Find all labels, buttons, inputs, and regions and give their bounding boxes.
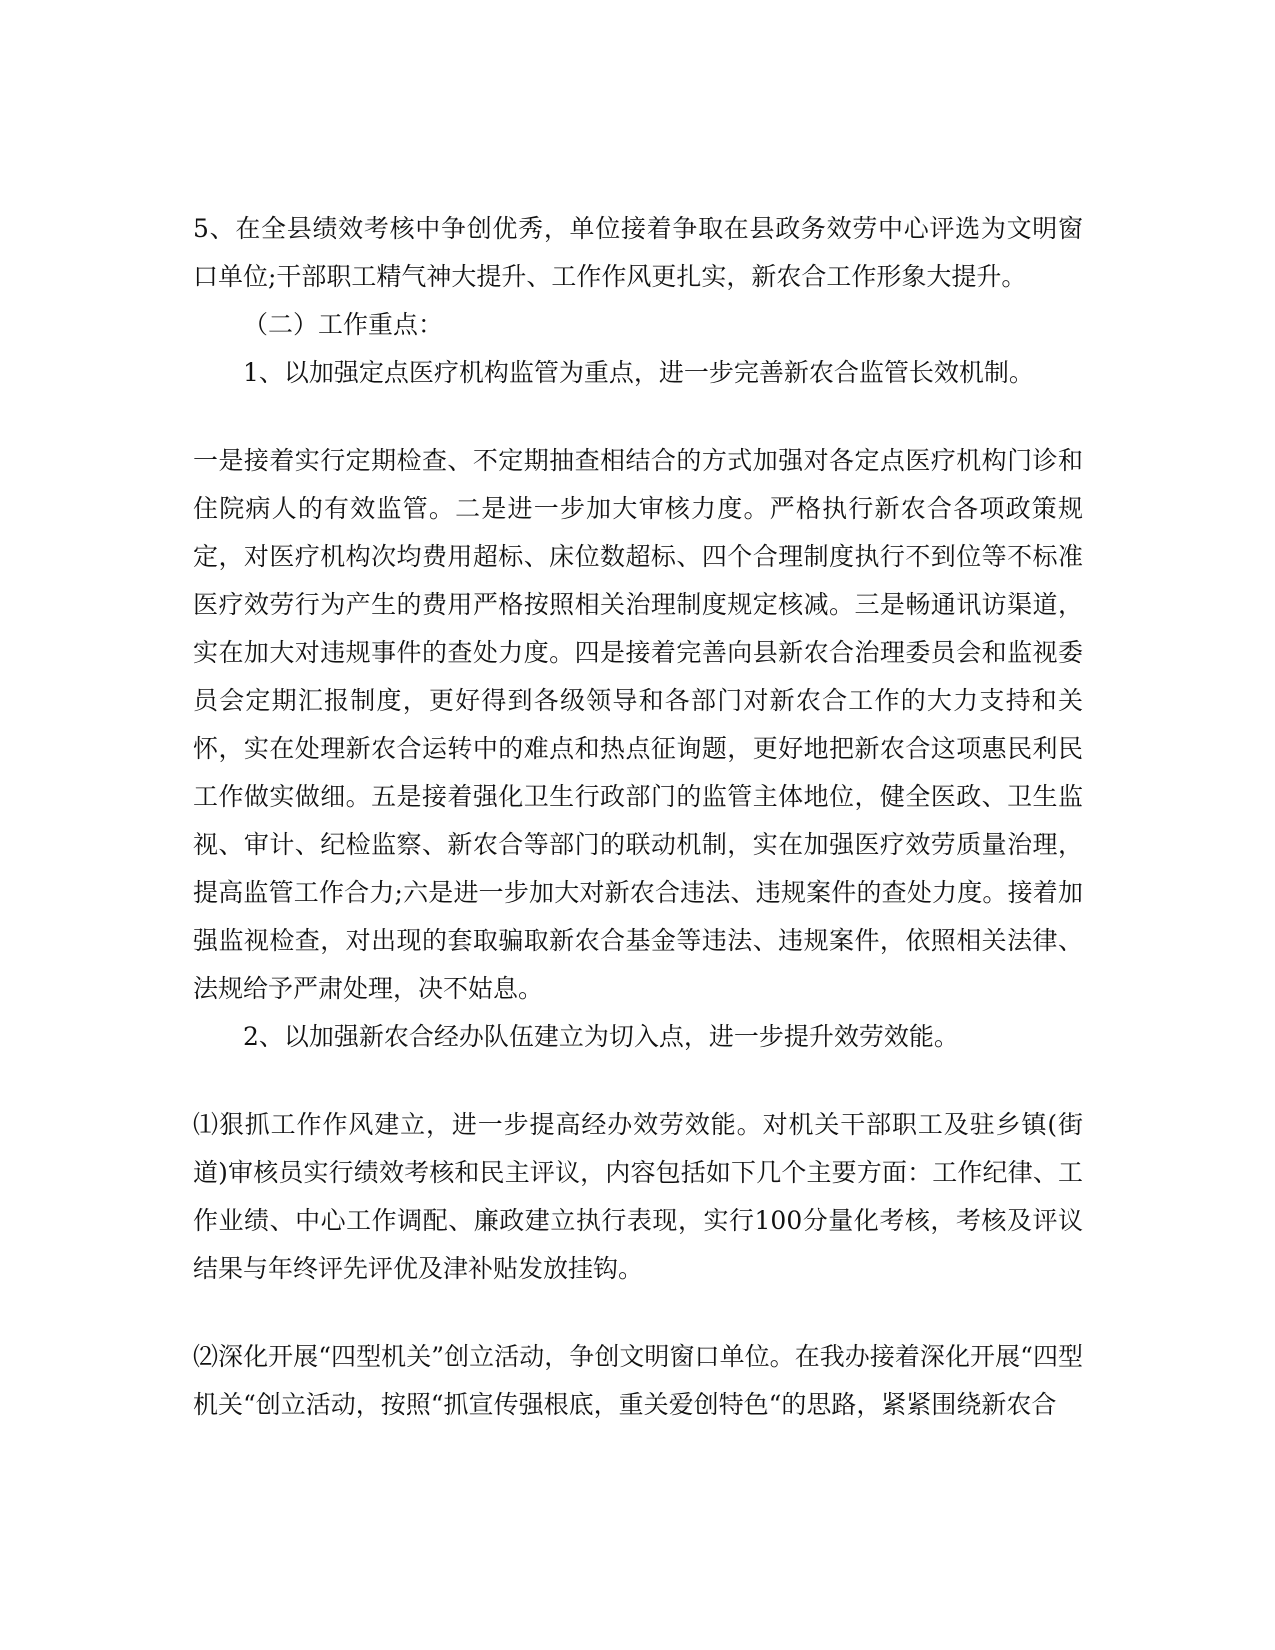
paragraph-focus-1-body: 一是接着实行定期检查、不定期抽查相结合的方式加强对各定点医疗机构门诊和住院病人的有效监管。二是进一步加大审核力度。严格执行新农合各项政策规定，对医疗机构次均费用超标、床位数超标、四个合理制度执行不到位等不标准医疗效劳行为产生的费用严格按照相关治理制度规定核减。三是畅通讯访渠道，实在加大对违规事件的查处力度。四是接着完善向县新农合治理委员会和监视委员会定期汇报制度，更好得到各级领导和各部门对新农合工作的大力支持和关怀，实在处理新农合运转中的难点和热点征询题，更好地把新农合这项惠民利民工作做实做细。五是接着强化卫生行政部门的监管主体地位，健全医政、卫生监视、审计、纪检监察、新农合等部门的联动机制，实在加强医疗效劳质量治理，提高监管工作合力;六是进一步加大对新农合违法、违规案件的查处力度。接着加强监视检查，对出现的套取骗取新农合基金等违法、违规案件，依照相关法律、法规给予严肃处理，决不姑息。 xyxy=(193,446,1083,1003)
paragraph-focus-1-heading: 1、以加强定点医疗机构监管为重点，进一步完善新农合监管长效机制。 xyxy=(243,358,1034,387)
section-heading-work-focus: （二）工作重点： xyxy=(243,310,444,339)
paragraph-goal-5: 5、在全县绩效考核中争创优秀，单位接着争取在县政务效劳中心评选为文明窗口单位;干部职工精气神大提升、工作作风更扎实，新农合工作形象大提升。 xyxy=(193,214,1083,291)
paragraph-focus-2-heading: 2、以加强新农合经办队伍建立为切入点，进一步提升效劳效能。 xyxy=(243,1022,959,1051)
document-body xyxy=(193,205,1083,1429)
paragraph-focus-2-item-1: ⑴狠抓工作作风建立，进一步提高经办效劳效能。对机关干部职工及驻乡镇(街道)审核员实行绩效考核和民主评议，内容包括如下几个主要方面：工作纪律、工作业绩、中心工作调配、廉政建立执行表现，实行100分量化考核，考核及评议结果与年终评先评优及津补贴发放挂钩。 xyxy=(193,1110,1083,1283)
paragraph-focus-2-item-2: ⑵深化开展“四型机关”创立活动，争创文明窗口单位。在我办接着深化开展“四型机关“创立活动，按照“抓宣传强根底，重关爱创特色“的思路，紧紧围绕新农合 xyxy=(193,1342,1083,1419)
